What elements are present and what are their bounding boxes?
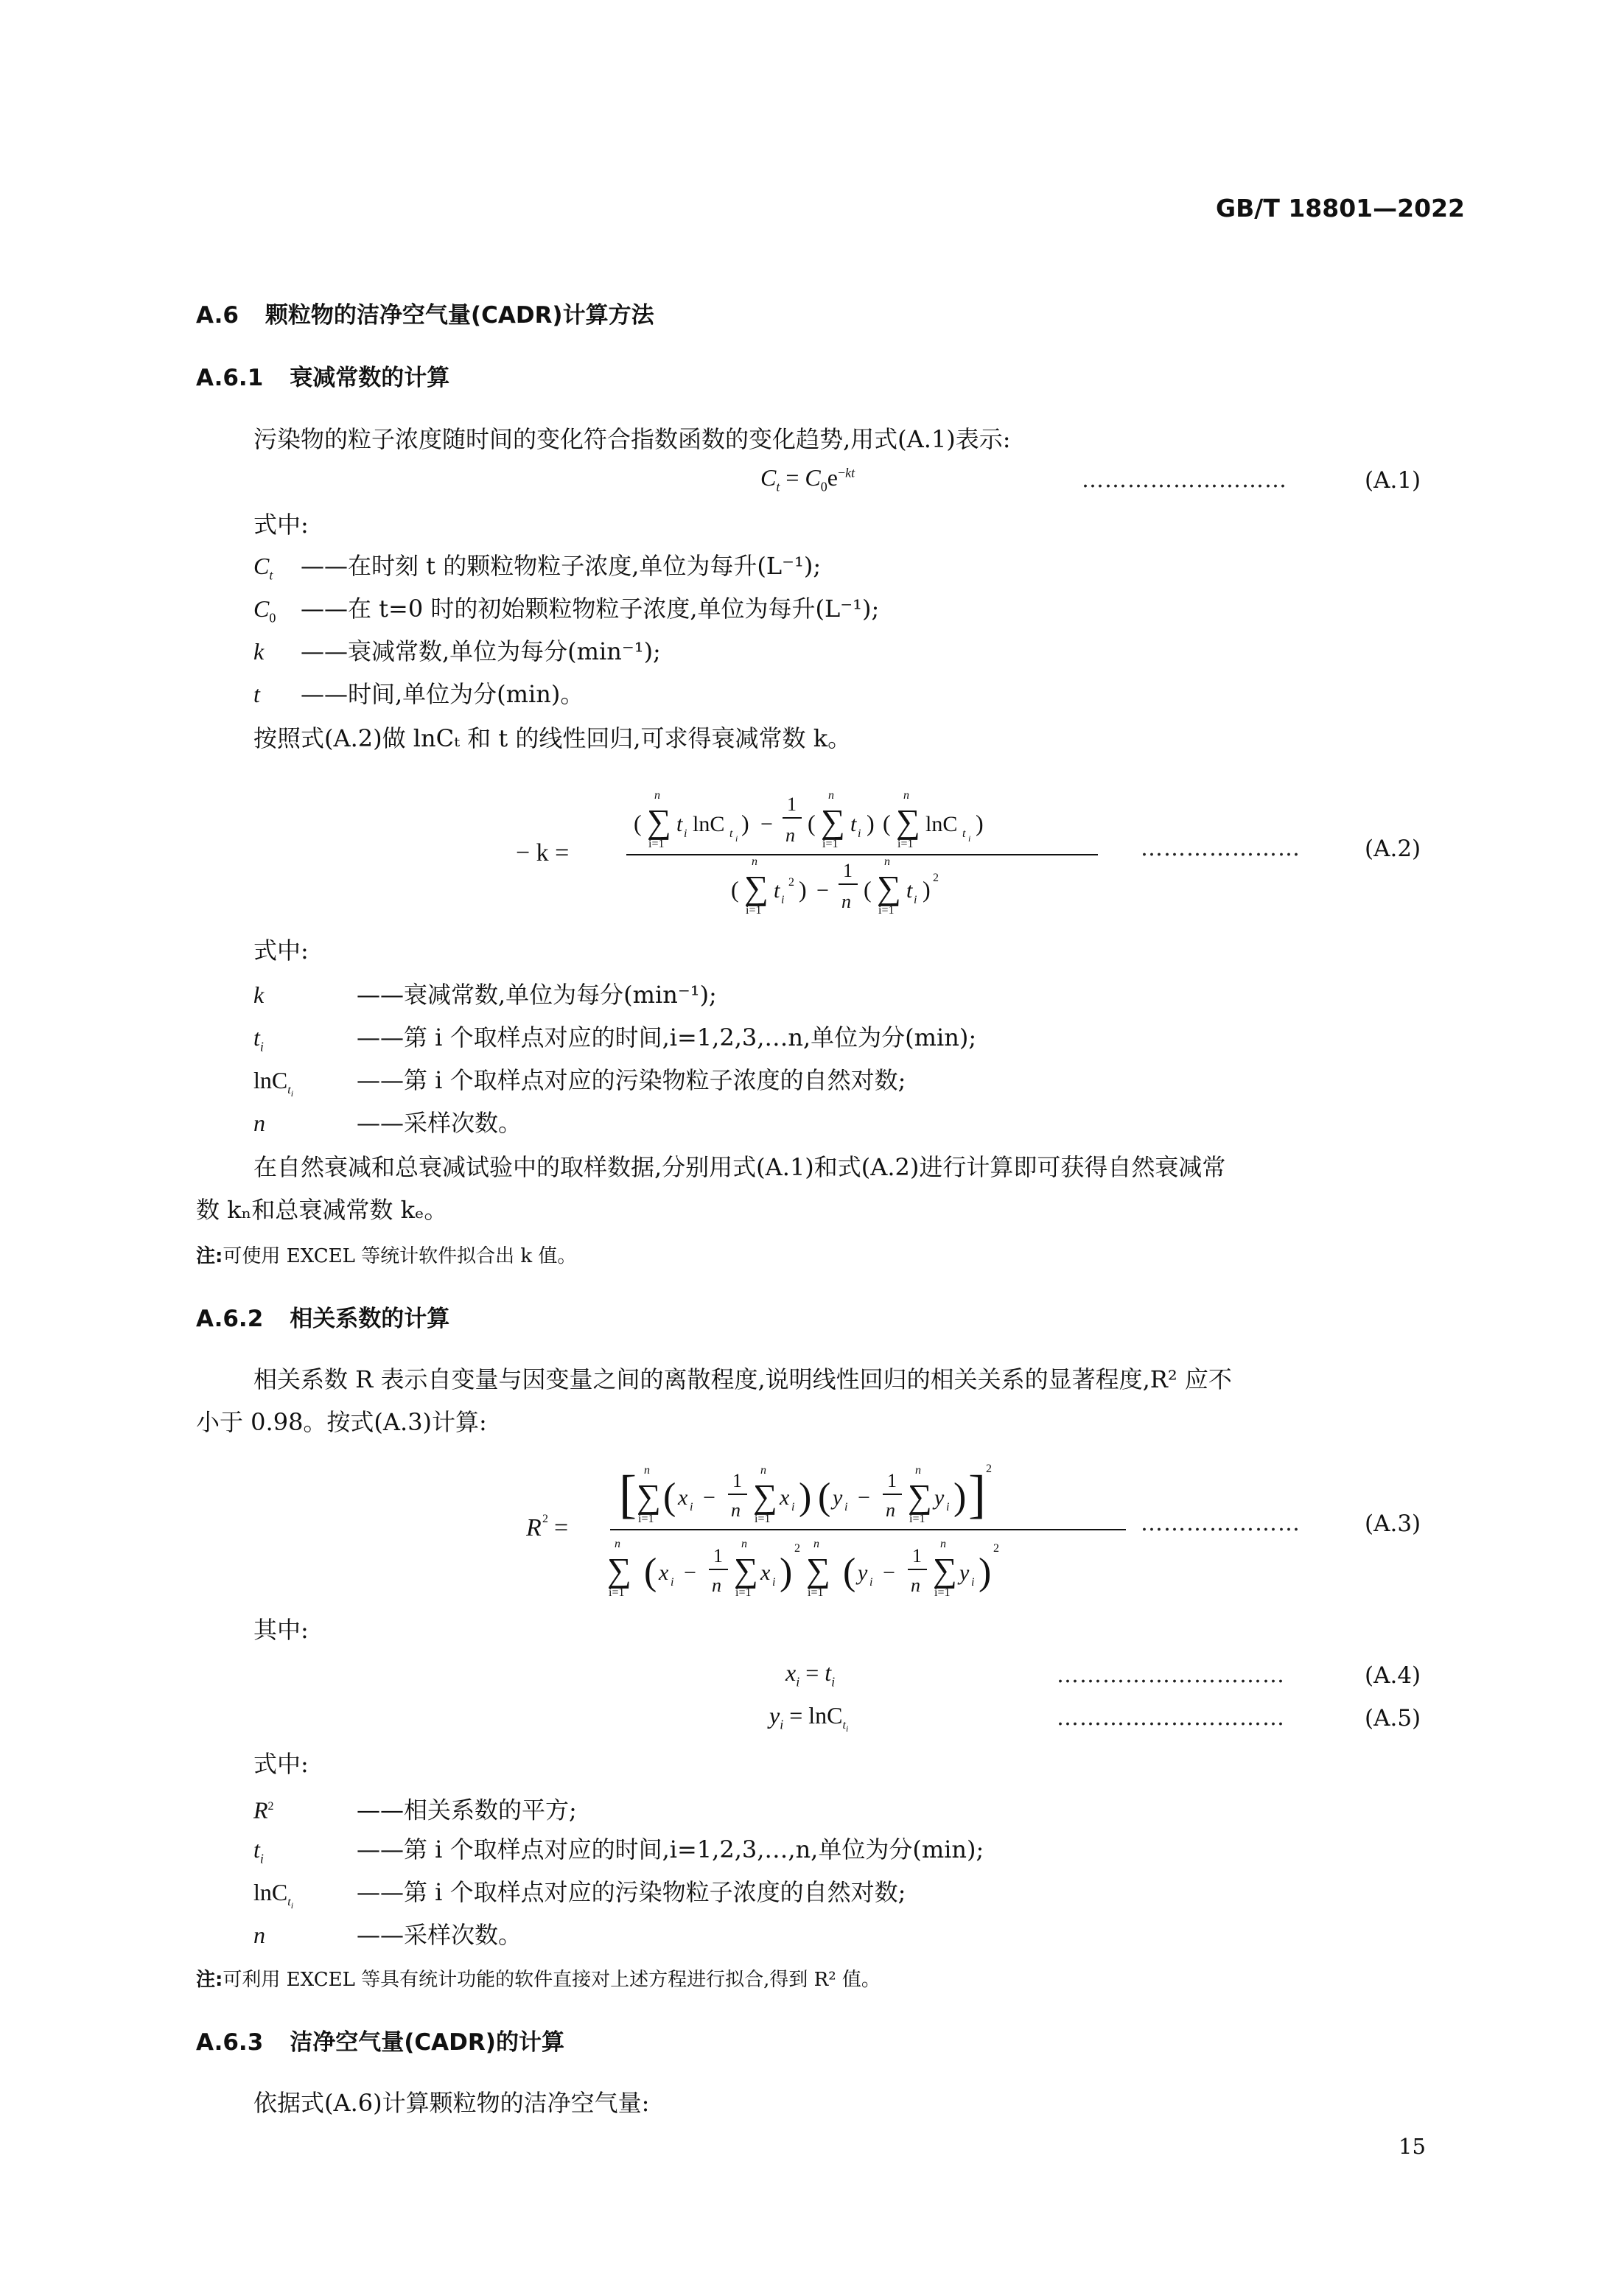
definition-text: ——第 i 个取样点对应的污染物粒子浓度的自然对数; [357,1878,906,1906]
note-label: 注: [196,1245,223,1267]
svg-text:−: − [760,812,773,836]
svg-text:i=1: i=1 [755,1513,771,1525]
svg-text:1: 1 [912,1545,922,1566]
svg-text:∑: ∑ [647,802,671,840]
svg-text:n: n [741,1538,747,1550]
svg-text:y: y [934,1485,945,1510]
svg-text:1: 1 [732,1470,742,1491]
equation-a4: $x_i = t_i$ [785,1659,836,1690]
svg-text:2: 2 [993,1542,999,1555]
svg-text:n: n [760,1464,766,1477]
svg-text:x: x [659,1561,669,1585]
svg-text:2: 2 [542,1513,548,1525]
definition-text: ——采样次数。 [357,1921,522,1949]
note-a61 [196,1241,576,1268]
svg-text:y: y [833,1485,843,1510]
svg-text:n: n [731,1499,741,1521]
svg-text:): ) [780,1551,793,1593]
svg-text:n: n [813,1538,819,1550]
where-label: 式中: [253,511,309,539]
paragraph-intro-a61: 污染物的粒子浓度随时间的变化符合指数函数的变化趋势,用式(A.1)表示: [253,425,1011,453]
svg-text:2: 2 [986,1463,992,1475]
svg-text:n: n [903,789,909,802]
equation-number-a3: (A.3) [1365,1510,1421,1537]
svg-text:t: t [676,812,683,836]
svg-text:n: n [911,1575,920,1596]
where-label: 式中: [253,1750,309,1778]
svg-text:n: n [644,1464,650,1477]
svg-text:i: i [735,833,738,844]
svg-text:n: n [752,855,757,868]
svg-text:i=1: i=1 [808,1586,824,1599]
where-label: 式中: [253,937,309,965]
section-title: 相关系数的计算 [290,1306,450,1332]
definition-text: ——时间,单位为分(min)。 [301,680,584,708]
svg-text:x: x [760,1561,771,1585]
svg-text:i=1: i=1 [878,904,895,917]
leader-dots: ………………………… [1057,1662,1285,1688]
paragraph-regression: 按照式(A.2)做 lnCₜ 和 t 的线性回归,可求得衰减常数 k。 [253,724,852,752]
standard-number: GB/T 18801—2022 [1216,194,1465,223]
svg-text:i: i [971,1576,975,1589]
svg-text:(: ( [634,810,642,836]
svg-text:n: n [712,1575,721,1596]
svg-text:x: x [780,1485,790,1510]
definition-lnc: lnC$_{t_i}$ ——第 i 个取样点对应的污染物粒子浓度的自然对数; [253,1878,906,1911]
section-heading-a6 [196,296,654,329]
where-label: 其中: [253,1616,309,1644]
svg-text:): ) [979,1551,992,1593]
svg-text:i=1: i=1 [609,1586,625,1599]
svg-text:t: t [906,878,913,903]
svg-text:1: 1 [843,860,853,881]
definition-n: n ——采样次数。 [253,1921,522,1949]
svg-text:t: t [850,812,857,836]
definition-t: t ——时间,单位为分(min)。 [253,680,584,708]
svg-text:]: ] [968,1465,986,1524]
note-text: 可使用 EXCEL 等统计软件拟合出 k 值。 [223,1245,577,1267]
svg-text:lnC: lnC [925,812,958,836]
svg-text:∑: ∑ [933,1551,957,1589]
definition-k: k ——衰减常数,单位为每分(min⁻¹); [253,981,717,1009]
leader-dots: ……………………… [1082,467,1287,493]
leader-dots: ………………… [1141,836,1301,861]
svg-text:i=1: i=1 [735,1586,752,1599]
leader-dots: ………………………… [1057,1705,1285,1731]
section-number: A.6.1 [196,365,264,391]
svg-text:(: ( [731,876,739,903]
definition-text: ——采样次数。 [357,1109,522,1137]
svg-text:=: = [554,1514,569,1541]
svg-text:(: ( [883,810,891,836]
svg-text:1: 1 [887,1470,897,1491]
svg-text:): ) [976,810,984,836]
svg-text:∑: ∑ [908,1477,932,1515]
section-number: A.6.2 [196,1306,264,1332]
svg-text:i=1: i=1 [897,838,914,850]
page-number: 15 [1399,2134,1426,2159]
svg-text:R: R [526,1514,542,1541]
svg-text:i: i [791,1501,795,1513]
svg-text:n: n [886,1499,895,1521]
equation-a5: $y_i = \ln C_{t_i}$ [769,1702,849,1734]
equation-a2 [516,774,1120,936]
svg-text:−: − [858,1485,870,1510]
svg-text:): ) [799,876,807,903]
svg-text:i: i [781,894,785,906]
paragraph-r-intro: 相关系数 R 表示自变量与因变量之间的离散程度,说明线性回归的相关关系的显著程度,R² 应不 [253,1365,1232,1393]
svg-text:n: n [841,891,851,912]
svg-text:i=1: i=1 [822,838,839,850]
svg-text:): ) [867,810,875,836]
svg-text:i: i [858,827,861,840]
equation-number-a1: (A.1) [1365,467,1421,494]
svg-text:∑: ∑ [821,802,845,840]
svg-text:(: ( [818,1476,831,1518]
svg-text:i=1: i=1 [909,1513,925,1525]
svg-text:y: y [959,1561,970,1585]
svg-text:lnC: lnC [693,812,725,836]
equation-a3 [526,1444,1145,1614]
definition-n: n ——采样次数。 [253,1109,522,1137]
svg-text:(: ( [644,1551,657,1593]
paragraph-decay: 在自然衰减和总衰减试验中的取样数据,分别用式(A.1)和式(A.2)进行计算即可获得自然衰减常 [253,1153,1226,1181]
svg-text:n: n [915,1464,921,1477]
definition-ct: $C_t$ ——在时刻 t 的颗粒物粒子浓度,单位为每升(L⁻¹); [253,552,822,583]
svg-text:∑: ∑ [744,869,769,906]
svg-text:2: 2 [794,1542,800,1555]
svg-text:(: ( [808,810,816,836]
svg-text:n: n [654,789,660,802]
svg-text:t: t [774,878,780,903]
svg-text:i: i [690,1501,693,1513]
definition-lnc: lnC$_{t_i}$ ——第 i 个取样点对应的污染物粒子浓度的自然对数; [253,1066,906,1099]
section-title: 衰减常数的计算 [290,365,450,391]
definition-text: ——第 i 个取样点对应的时间,i=1,2,3,…n,单位为分(min); [357,1023,977,1051]
svg-text:i=1: i=1 [638,1513,654,1525]
paragraph-r-intro-cont: 小于 0.98。按式(A.3)计算: [196,1408,487,1436]
svg-text:): ) [923,876,931,903]
svg-text:−: − [684,1561,696,1585]
definition-text: ——在时刻 t 的颗粒物粒子浓度,单位为每升(L⁻¹); [301,552,822,580]
definition-text: ——在 t=0 时的初始颗粒物粒子浓度,单位为每升(L⁻¹); [301,595,880,623]
section-heading-a62 [196,1300,449,1333]
svg-text:): ) [799,1476,812,1518]
section-title: 洁净空气量(CADR)的计算 [290,2029,564,2056]
svg-text:i: i [914,894,917,906]
svg-text:(: ( [864,876,872,903]
svg-text:−: − [816,878,829,903]
definition-text: ——第 i 个取样点对应的时间,i=1,2,3,…,n,单位为分(min); [357,1835,984,1863]
definition-text: ——衰减常数,单位为每分(min⁻¹); [301,637,661,665]
svg-text:y: y [858,1561,868,1585]
svg-text:[: [ [619,1465,637,1524]
note-label: 注: [196,1969,223,1991]
svg-text:x: x [678,1485,688,1510]
svg-text:∑: ∑ [734,1551,758,1589]
svg-text:−: − [703,1485,715,1510]
svg-text:2: 2 [788,876,794,889]
definition-ti: $t_i$ ——第 i 个取样点对应的时间,i=1,2,3,…n,单位为分(min); [253,1023,977,1054]
svg-text:∑: ∑ [753,1477,777,1515]
svg-text:n: n [884,855,890,868]
svg-text:−: − [883,1561,895,1585]
svg-text:n: n [828,789,834,802]
svg-text:i: i [968,833,971,844]
section-number: A.6.3 [196,2029,264,2056]
svg-text:i=1: i=1 [934,1586,951,1599]
svg-text:n: n [615,1538,620,1550]
svg-text:∑: ∑ [607,1551,631,1589]
svg-text:): ) [953,1476,967,1518]
note-a62 [196,1964,881,1992]
section-heading-a61 [196,359,449,392]
svg-text:i: i [671,1576,674,1589]
svg-text:i: i [946,1501,950,1513]
definition-ti: $t_i$ ——第 i 个取样点对应的时间,i=1,2,3,…,n,单位为分(min); [253,1835,984,1866]
svg-text:∑: ∑ [896,802,920,840]
paragraph-cadr-intro: 依据式(A.6)计算颗粒物的洁净空气量: [253,2089,650,2117]
definition-text: ——衰减常数,单位为每分(min⁻¹); [357,981,717,1009]
svg-text:i: i [844,1501,848,1513]
svg-text:(: ( [843,1551,856,1593]
svg-text:i: i [772,1576,776,1589]
svg-text:1: 1 [713,1545,723,1566]
svg-text:n: n [940,1538,946,1550]
paragraph-decay-cont: 数 kₙ和总衰减常数 kₑ。 [196,1196,448,1224]
svg-text:∑: ∑ [637,1477,661,1515]
svg-text:∑: ∑ [806,1551,830,1589]
svg-text:i=1: i=1 [648,838,665,850]
svg-text:1: 1 [787,794,797,815]
svg-text:i=1: i=1 [746,904,762,917]
svg-text:i: i [869,1576,873,1589]
equation-number-a2: (A.2) [1365,836,1421,862]
equation-a1: $C_t = C_0e^{-kt}$ [760,464,855,494]
svg-text:n: n [785,825,795,846]
section-number: A.6 [196,302,239,329]
section-heading-a63 [196,2023,564,2056]
note-text: 可利用 EXCEL 等具有统计功能的软件直接对上述方程进行拟合,得到 R² 值。 [223,1969,881,1991]
svg-text:t: t [729,827,733,840]
definition-text: ——第 i 个取样点对应的污染物粒子浓度的自然对数; [357,1066,906,1094]
svg-text:(: ( [663,1476,676,1518]
definition-r2: $R^2$ ——相关系数的平方; [253,1796,577,1824]
section-title: 颗粒物的洁净空气量(CADR)计算方法 [265,302,654,329]
svg-text:∑: ∑ [877,869,901,906]
leader-dots: ………………… [1141,1510,1301,1536]
svg-text:t: t [962,827,966,840]
svg-text:): ) [741,810,749,836]
definition-k: k ——衰减常数,单位为每分(min⁻¹); [253,637,661,665]
equation-number-a4: (A.4) [1365,1662,1421,1689]
definition-c0: $C_0$ ——在 t=0 时的初始颗粒物粒子浓度,单位为每升(L⁻¹); [253,595,880,626]
svg-text:− k =: − k = [516,839,570,867]
definition-text: ——相关系数的平方; [357,1796,577,1824]
svg-text:i: i [684,827,687,840]
svg-text:2: 2 [933,872,939,884]
equation-number-a5: (A.5) [1365,1705,1421,1732]
